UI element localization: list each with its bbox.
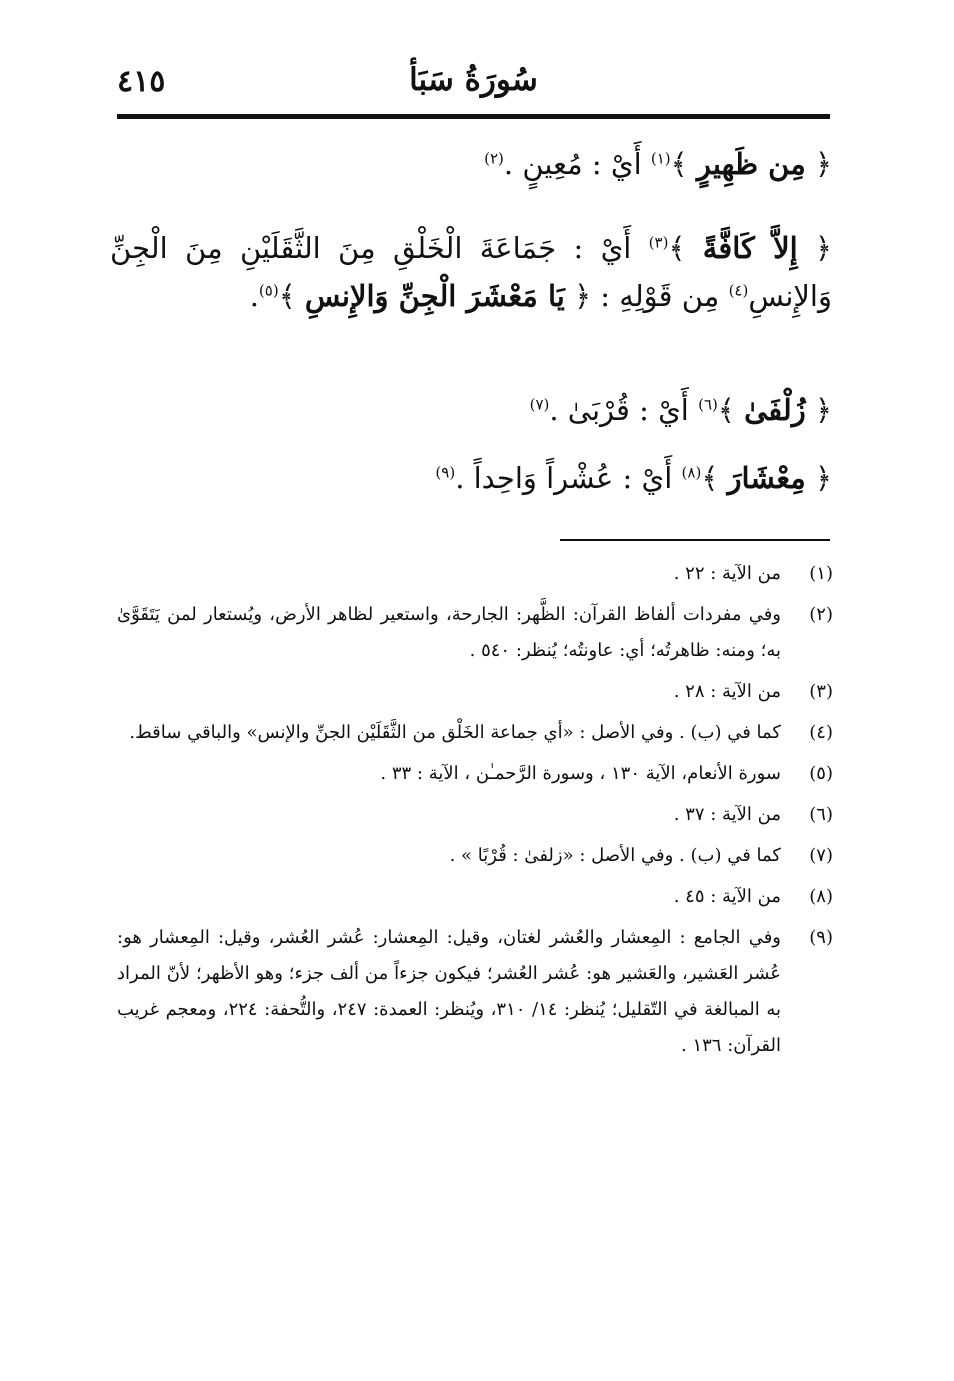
footnote-number: (٥) bbox=[809, 763, 833, 784]
footnote-number: (٣) bbox=[809, 681, 833, 702]
quran-bracket-open: ﴿ bbox=[815, 147, 832, 181]
footnote-number: (٩) bbox=[809, 927, 833, 948]
footnote bbox=[117, 674, 833, 710]
footnote-text: كما في (ب) . وفي الأصل : «أي جماعة الخَلْق من الثَّقَلَيْن الجنِّ والإنس» والباقي ساقط. bbox=[129, 722, 781, 743]
footnote-text: وفي الجامع : المِعشار والعُشر لغتان، وقيل: المِعشار: عُشر العُشر، وقيل: المِعشار هو: عُشر العَشير، والعَشير هو: عُشر العُشر؛ فيكون جزءاً من ألف جزء؛ وهو الأظهر؛ لأنّ المراد به المبالغة في التّقليل؛ يُنظر: ١٤/ ٣١٠، ويُنظر: العمدة: ٢٤٧، والتُّحفة: ٢٢٤، ومعجم غريب القرآن: ١٣٦ . bbox=[117, 927, 782, 1056]
gloss-tail: مِن قَوْلِهِ : bbox=[600, 279, 720, 313]
footnote-text: من الآية : ٢٨ . bbox=[673, 681, 781, 702]
footnote-divider bbox=[560, 539, 830, 541]
page-header bbox=[117, 58, 830, 114]
footnote-text: سورة الأنعام، الآية ١٣٠ ، وسورة الرَّحمـٰن ، الآية : ٣٣ . bbox=[380, 763, 781, 784]
footnote-ref: (٩) bbox=[435, 463, 456, 482]
footnote bbox=[117, 756, 833, 792]
quran-word: إِلاَّ كَافَّةً bbox=[702, 231, 798, 265]
footnote-text: من الآية : ٤٥ . bbox=[673, 886, 781, 907]
quran-word: مِعْشَارَ bbox=[727, 461, 806, 495]
quran-bracket-close: ﴾ bbox=[701, 461, 719, 495]
footnote-ref: (٨) bbox=[681, 463, 702, 482]
quran-bracket-open: ﴿ bbox=[574, 279, 592, 313]
entry-2 bbox=[110, 224, 832, 320]
gloss: أَيْ : جَمَاعَةَ الْخَلْقِ مِنَ الثَّقَلَيْنِ مِنَ الْجِنِّ وَالإِنسِ bbox=[110, 231, 832, 313]
footnote-number: (٦) bbox=[809, 804, 833, 825]
footnote-ref: (١) bbox=[650, 149, 671, 168]
footnote bbox=[117, 715, 833, 751]
footnote-text: وفي مفردات ألفاظ القرآن: الظَّهر: الجارحة، واستعير لظاهر الأرض، ويُستعار لمن يَتَقَوَّىٰ به؛ ومنه: ظاهرتُه؛ أي: عاونتُه؛ يُنظر: ٥٤٠ . bbox=[117, 604, 781, 661]
footnote-number: (٨) bbox=[809, 886, 833, 907]
gloss: أَيْ : قُرْبَىٰ . bbox=[549, 393, 689, 427]
footnote bbox=[117, 556, 833, 592]
footnote bbox=[117, 597, 833, 669]
footnote-text: من الآية : ٢٢ . bbox=[673, 563, 781, 584]
quran-bracket-open: ﴿ bbox=[815, 461, 832, 495]
footnote-number: (٤) bbox=[809, 722, 833, 743]
gloss: أَيْ : عُشْراً وَاحِداً . bbox=[455, 461, 673, 495]
quran-bracket-close: ﴾ bbox=[278, 279, 296, 313]
footnote-text: من الآية : ٣٧ . bbox=[673, 804, 781, 825]
quran-bracket-close: ﴾ bbox=[670, 147, 688, 181]
page-number: ٤١٥ bbox=[117, 64, 166, 99]
footnote-number: (٢) bbox=[809, 604, 833, 625]
footnote-ref: (٤) bbox=[728, 281, 749, 300]
gloss: أَيْ : مُعِينٍ . bbox=[503, 147, 642, 181]
footnote-ref: (٦) bbox=[698, 395, 718, 414]
quran-word: زُلْفَىٰ bbox=[744, 393, 806, 427]
footnote-number: (٧) bbox=[809, 845, 833, 866]
quran-quote: يَا مَعْشَرَ الْجِنِّ وَالإِنسِ bbox=[304, 279, 565, 313]
quran-bracket-close: ﴾ bbox=[668, 231, 686, 265]
footnote-ref: (٢) bbox=[484, 149, 504, 168]
quran-bracket-open: ﴿ bbox=[815, 393, 832, 427]
header-divider bbox=[117, 114, 830, 119]
footnote bbox=[117, 838, 833, 874]
surah-title: سُورَةُ سَبَأ bbox=[409, 62, 538, 98]
footnote-ref: (٥) bbox=[258, 281, 279, 300]
quran-bracket-open: ﴿ bbox=[815, 231, 833, 265]
full-stop: . bbox=[249, 279, 259, 313]
quran-word: مِن ظَهِيرٍ bbox=[696, 147, 806, 181]
entry-3 bbox=[530, 386, 832, 434]
footnote bbox=[117, 879, 833, 915]
footnote-ref: (٣) bbox=[648, 233, 669, 252]
footnote bbox=[117, 920, 833, 1064]
footnote-number: (١) bbox=[809, 563, 833, 584]
footnote-ref: (٧) bbox=[529, 395, 550, 414]
entry-1 bbox=[484, 140, 832, 188]
footnote bbox=[117, 797, 833, 833]
entry-4 bbox=[435, 454, 832, 502]
footnotes bbox=[117, 556, 833, 1069]
quran-bracket-close: ﴾ bbox=[717, 393, 735, 427]
footnote-text: كما في (ب) . وفي الأصل : «زلفىٰ : قُرْبًا » . bbox=[449, 845, 781, 866]
